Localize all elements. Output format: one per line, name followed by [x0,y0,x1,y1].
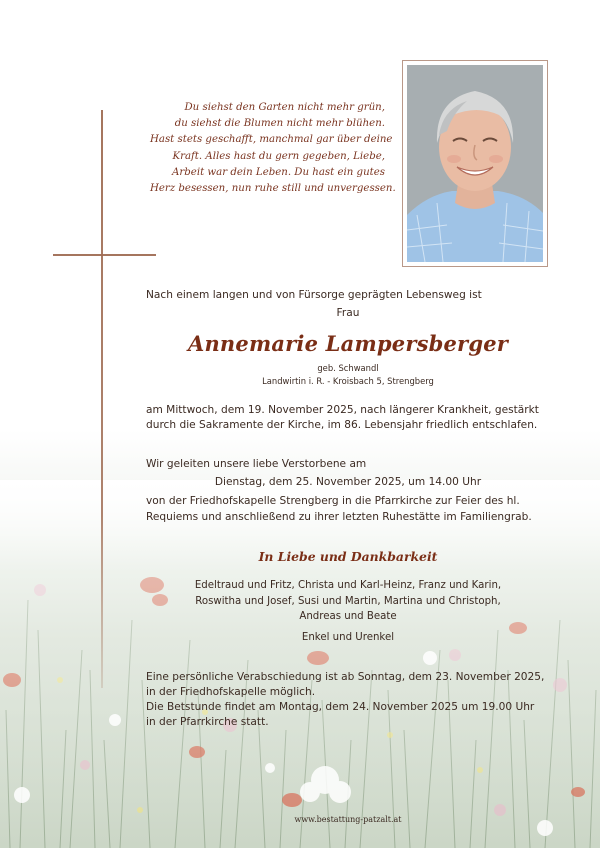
farewell-line: in der Friedhofskapelle möglich. [146,686,316,698]
farewell-line: Die Betstunde findet am Montag, dem 24. November 2025 um 19.00 Uhr [146,701,535,713]
cross-horizontal-line [53,254,156,256]
poem-line: Herz besessen, nun ruhe still und unvergessen. [150,183,396,195]
birth-name: geb. Schwandl [317,363,379,373]
poem-line: du siehst die Blumen nicht mehr blühen. [174,118,385,130]
death-notice-line: durch die Sakramente der Kirche, im 86. Lebensjahr friedlich entschlafen. [146,419,538,431]
death-notice-line: am Mittwoch, dem 19. November 2025, nach längerer Krankheit, gestärkt [146,404,539,416]
intro-line: Nach einem langen und von Fürsorge geprägten Lebensweg ist [146,289,482,301]
grandchildren: Enkel und Urenkel [301,632,395,643]
funeral-line: von der Friedhofskapelle Strengberg in die Pfarrkirche zur Feier des hl. [146,495,520,507]
funeral-date: Dienstag, dem 25. November 2025, um 14.00 Uhr [214,476,482,488]
poem-line: Hast stets geschafft, manchmal gar über deine [150,134,393,146]
funeral-line: Requiems und anschließend zu ihrer letzten Ruhestätte im Familiengrab. [146,511,532,523]
occupation-address: Landwirtin i. R. - Kroisbach 5, Strengberg [262,376,434,386]
funeral-intro: Wir geleiten unsere liebe Verstorbene am [146,458,367,470]
portrait-photo [402,60,548,267]
mourners-heading: In Liebe und Dankbarkeit [258,549,438,564]
cross-vertical-line [101,110,103,688]
poem-line: Du siehst den Garten nicht mehr grün, [184,102,385,113]
deceased-name: Annemarie Lampersberger [187,331,509,356]
meadow-background [0,480,600,848]
mourners-line: Edeltraud und Fritz, Christa und Karl-Heinz, Franz und Karin, [194,580,502,591]
portrait-image [407,65,543,262]
farewell-line: in der Pfarrkirche statt. [146,716,269,728]
poem [150,100,396,197]
mourners-line: Roswitha und Josef, Susi und Martin, Martina und Christoph, [195,596,501,607]
poem-line: Kraft. Alles hast du gern gegeben, Liebe, [172,150,385,162]
funeral-home-website[interactable]: www.bestattung-patzalt.at [294,815,402,824]
salutation: Frau [336,307,360,319]
mourners-line: Andreas und Beate [299,611,397,622]
poem-line: Arbeit war dein Leben. Du hast ein gutes [172,166,385,178]
farewell-line: Eine persönliche Verabschiedung ist ab Sonntag, dem 23. November 2025, [146,671,545,683]
